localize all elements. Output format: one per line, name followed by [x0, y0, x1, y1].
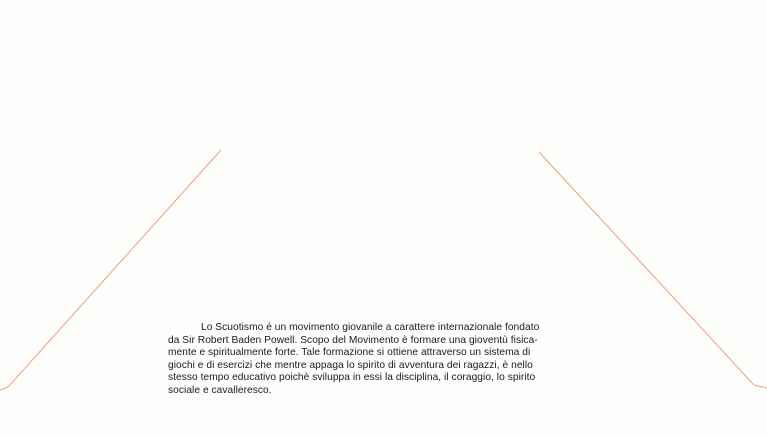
paragraph-line: stesso tempo educativo poichè sviluppa in essi la disciplina, il coraggio, lo spirito — [168, 372, 536, 384]
paragraph-line: mente e spiritualmente forte. Tale formazione si ottiene attraverso un sistema di — [168, 347, 531, 359]
paragraph-line: giochi e di esercizi che mentre appaga lo spirito di avventura dei ragazzi, è nello — [168, 359, 533, 371]
paragraph-line: da Sir Robert Baden Powell. Scopo del Movimento è formare una gioventù fisica- — [168, 334, 538, 346]
right-flap-bottom — [754, 385, 767, 388]
left-flap-bottom — [0, 387, 8, 390]
paragraph-line: sociale e cavalleresco. — [168, 384, 272, 396]
paragraph-line: Lo Scuotismo é un movimento giovanile a carattere internazionale fondato — [201, 322, 540, 333]
scouting-description — [168, 322, 598, 398]
